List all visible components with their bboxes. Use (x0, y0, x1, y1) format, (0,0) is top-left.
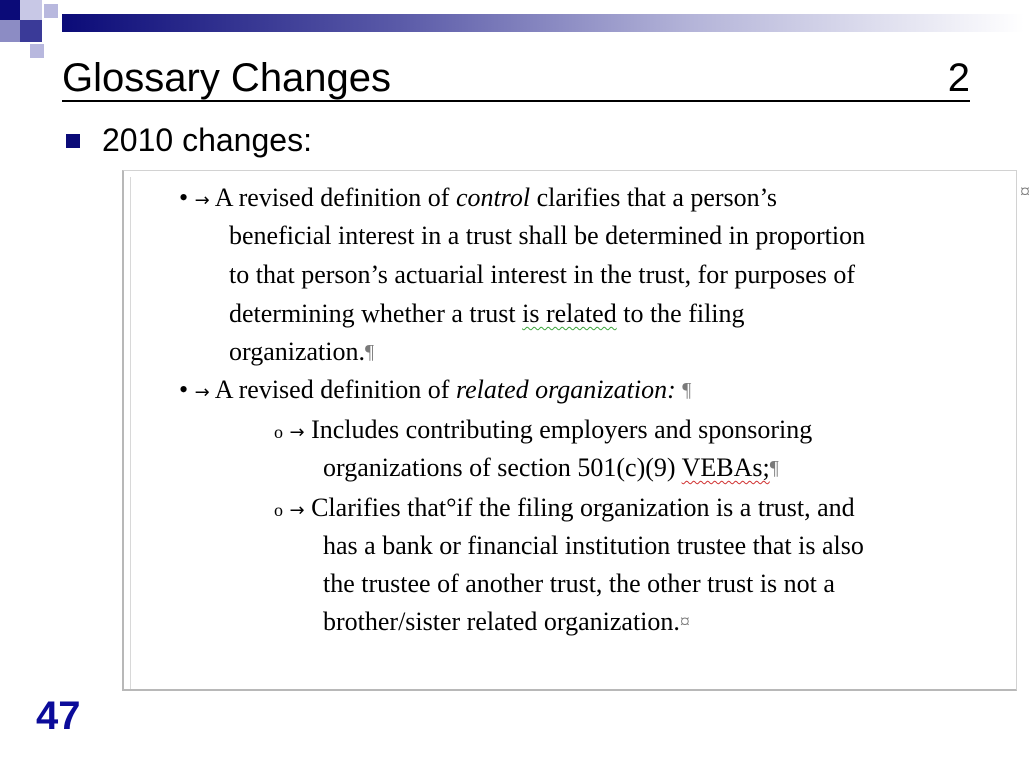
spelling-flagged-text: VEBAs; (681, 453, 770, 482)
decor-square-dark (0, 0, 20, 20)
slide-title-number: 2 (947, 56, 970, 100)
bullet-dot-icon: • (179, 183, 189, 212)
end-of-row-icon: ¤ (1020, 181, 1030, 203)
doc-item1-line4 (229, 295, 745, 334)
page-number: 47 (36, 694, 81, 738)
end-of-cell-icon: ¤ (679, 611, 690, 633)
doc-sub2-line3: the trustee of another trust, the other trust is not a (323, 569, 835, 598)
pilcrow-icon: ¶ (364, 341, 375, 363)
decor-square-small-2 (30, 44, 44, 58)
doc-item1-line2: beneficial interest in a trust shall be determined in proportion (229, 221, 866, 250)
doc-item1-line5 (229, 333, 374, 374)
decor-square-mid (0, 20, 20, 42)
doc-sub2-line2: has a bank or financial institution trustee that is also (323, 531, 864, 560)
doc-item2-line1 (179, 371, 691, 413)
decor-square-small (44, 4, 58, 18)
doc-item1-line3: to that person’s actuarial interest in the trust, for purposes of (229, 260, 856, 289)
title-gradient-bar (62, 14, 1024, 32)
doc-text-run: to the filing (616, 299, 745, 328)
bullet-dot-icon: • (179, 375, 189, 404)
grammar-flagged-text: is related (522, 299, 617, 328)
doc-sub2-line4 (323, 603, 690, 644)
doc-sub2-line1 (274, 489, 855, 531)
doc-text-run: Includes contributing employers and sponsoring (311, 415, 813, 444)
doc-text-run: Clarifies that°if the filing organization is a trust, and (311, 493, 855, 522)
tab-arrow-icon: → (194, 190, 210, 211)
doc-text-run: organization. (229, 337, 365, 366)
slide-title-text: Glossary Changes (62, 56, 392, 100)
circle-bullet-icon: o (274, 500, 283, 520)
slide-title (62, 56, 970, 102)
doc-text-run: A revised definition of (214, 375, 456, 404)
doc-text-run: organizations of section 501(c)(9) (323, 453, 682, 482)
doc-text-run: clarifies that a person’s (530, 183, 778, 212)
decor-square-light (20, 0, 42, 20)
doc-text-run: determining whether a trust (229, 299, 523, 328)
doc-item1-line1 (179, 179, 777, 221)
tab-arrow-icon: → (194, 382, 210, 403)
doc-sub1-line1 (274, 411, 812, 453)
pilcrow-icon: ¶ (682, 379, 692, 401)
doc-italic-run: related organization: (455, 375, 676, 404)
square-bullet-icon (66, 134, 80, 148)
pilcrow-icon: ¶ (769, 457, 779, 479)
bullet-text: 2010 changes: (102, 122, 312, 158)
circle-bullet-icon: o (274, 422, 283, 442)
doc-margin-line (130, 177, 131, 689)
embedded-document-excerpt (122, 170, 1030, 691)
doc-italic-run: control (455, 183, 531, 212)
doc-text-run: A revised definition of (214, 183, 456, 212)
tab-arrow-icon: → (289, 500, 305, 521)
decor-square-dark-2 (20, 20, 42, 42)
tab-arrow-icon: → (289, 422, 305, 443)
bullet-2010-changes (66, 122, 312, 159)
doc-text-run: brother/sister related organization. (323, 607, 680, 636)
doc-sub1-line2 (323, 449, 779, 490)
